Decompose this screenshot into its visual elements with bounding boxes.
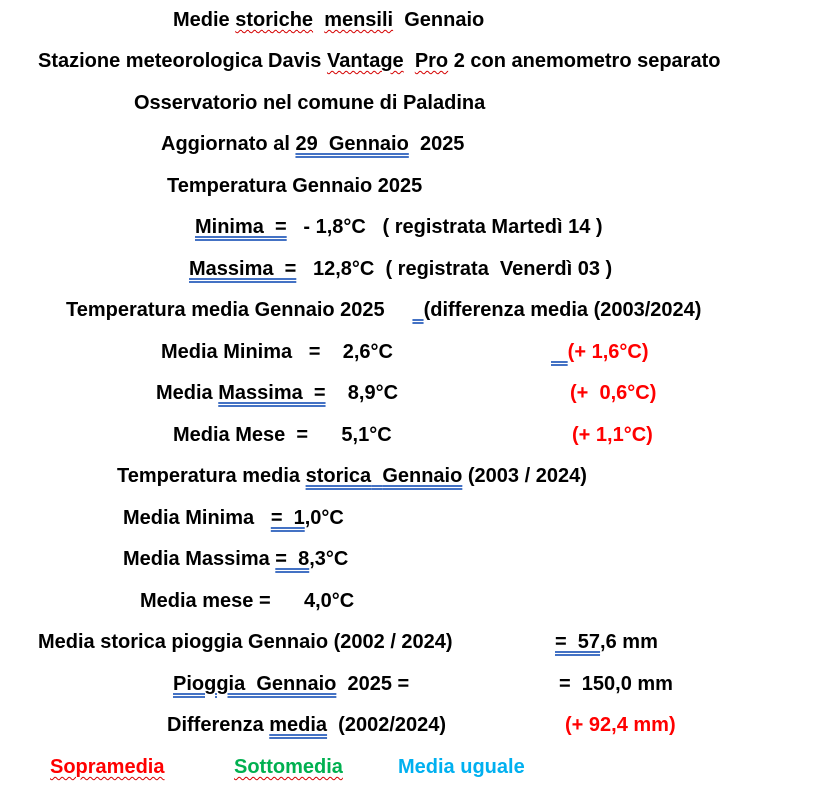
historical-minimum-line: Media Minima = 1,0°C — [123, 507, 344, 529]
average-maximum-diff: (+ 0,6°C) — [570, 382, 657, 404]
average-minimum-line: Media Minima = 2,6°C — [161, 341, 393, 363]
average-minimum-diff: (+ 1,6°C) — [567, 341, 649, 363]
rain-historical-value: = 57,6 mm — [555, 631, 658, 653]
historical-heading: Temperatura media storica Gennaio (2003 / 2024) — [117, 465, 587, 487]
rain-2025-label: Pioggia Gennaio 2025 = — [173, 673, 410, 695]
legend-below-average: Sottomedia — [234, 756, 343, 778]
rain-difference-value: (+ 92,4 mm) — [565, 714, 676, 736]
average-heading: Temperatura media Gennaio 2025 (differenza media (2003/2024) — [66, 299, 702, 321]
minimum-line: Minima = - 1,8°C ( registrata Martedì 14 ) — [195, 216, 603, 238]
average-month-line: Media Mese = 5,1°C — [173, 424, 392, 446]
maximum-line: Massima = 12,8°C ( registrata Venerdì 03 ) — [189, 258, 613, 280]
rain-historical-label: Media storica pioggia Gennaio (2002 / 2024) — [38, 631, 453, 653]
document-title: Medie storiche mensili Gennaio — [173, 9, 485, 31]
historical-month-line: Media mese = 4,0°C — [140, 590, 355, 612]
temperature-heading: Temperatura Gennaio 2025 — [167, 175, 423, 197]
historical-maximum-line: Media Massima = 8,3°C — [123, 548, 349, 570]
average-month-diff: (+ 1,1°C) — [572, 424, 653, 446]
station-line: Stazione meteorologica Davis Vantage Pro 2 con anemometro separato — [38, 50, 721, 72]
average-maximum-line: Media Massima = 8,9°C — [156, 382, 399, 404]
legend-above-average: Sopramedia — [50, 756, 165, 778]
updated-line: Aggiornato al 29 Gennaio 2025 — [161, 133, 465, 155]
legend-equal-average: Media uguale — [398, 756, 525, 778]
rain-difference-label: Differenza media (2002/2024) — [167, 714, 447, 736]
observatory-line: Osservatorio nel comune di Paladina — [134, 92, 486, 114]
rain-2025-value: = 150,0 mm — [559, 673, 673, 695]
